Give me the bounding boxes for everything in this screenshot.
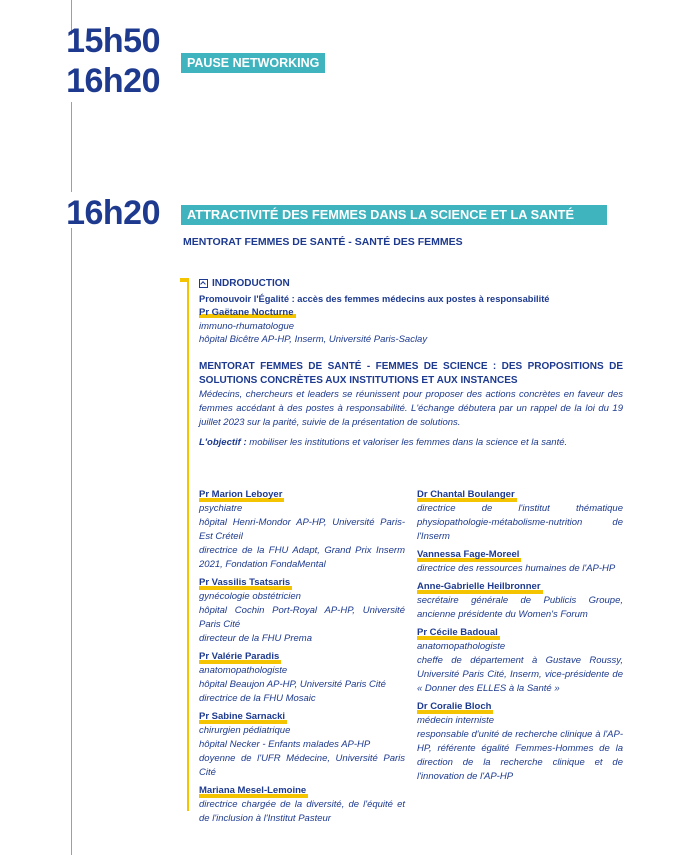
- speaker-entry: [199, 572, 405, 646]
- speaker-detail: directrice de l'institut thématique physiopathologie-métabolisme-nutrition de l'Inserm: [417, 503, 623, 542]
- speaker-detail: directrice de la FHU Mosaic: [199, 693, 316, 704]
- intro-speaker-role: immuno-rhumatologue: [199, 321, 295, 332]
- speaker-detail: hôpital Henri-Mondor AP-HP, Université Paris-Est Créteil: [199, 517, 405, 542]
- speaker-detail: hôpital Necker - Enfants malades AP-HP: [199, 739, 371, 750]
- speaker-detail: gynécologie obstétricien: [199, 591, 301, 602]
- session-1-title: PAUSE NETWORKING: [181, 53, 325, 73]
- speaker-name: Dr Chantal Boulanger: [417, 489, 515, 500]
- speaker-detail: cheffe de département à Gustave Roussy, Université Paris Cité, Inserm, vice-présidente de « Donner des ELLES à la Santé »: [417, 655, 623, 694]
- session-1-end-time: 16h20: [66, 62, 160, 100]
- speaker-name: Pr Sabine Sarnacki: [199, 711, 286, 722]
- speaker-entry: [417, 544, 623, 576]
- block-description: Médecins, chercheurs et leaders se réunissent pour proposer des actions concrètes en faveur des femmes accédant à des postes à responsabilité. L'échange débutera par un rappel de la loi du 19 juillet 2023 sur la parité, suivie de la présentation de solutions.: [199, 389, 623, 428]
- speaker-entry: [417, 622, 623, 696]
- speaker-entry: [417, 484, 623, 544]
- speaker-detail: médecin interniste: [417, 715, 495, 726]
- speaker-name: Pr Valérie Paradis: [199, 651, 280, 662]
- speaker-entry: [199, 706, 405, 780]
- chevron-up-icon: [199, 279, 208, 288]
- speaker-entry: [417, 576, 623, 622]
- speaker-name: Pr Cécile Badoual: [417, 627, 498, 638]
- speaker-name: Anne-Gabrielle Heilbronner: [417, 581, 541, 592]
- speaker-detail: anatomopathologiste: [417, 641, 506, 652]
- speaker-detail: directeur de la FHU Prema: [199, 633, 312, 644]
- session-2-start-time: 16h20: [66, 194, 160, 232]
- intro-speaker: [199, 306, 296, 320]
- block-objective: [199, 436, 623, 450]
- speaker-detail: secrétaire générale de Publicis Groupe, ancienne présidente du Women's Forum: [417, 595, 623, 620]
- speaker-detail: chirurgien pédiatrique: [199, 725, 291, 736]
- speaker-name: Pr Marion Leboyer: [199, 489, 283, 500]
- session-2-subtitle: MENTORAT FEMMES DE SANTÉ - SANTÉ DES FEMMES: [183, 236, 463, 248]
- speaker-entry: [417, 696, 623, 784]
- speakers-left-column: [199, 484, 405, 826]
- timeline-line: [71, 228, 72, 855]
- session-2-title: ATTRACTIVITÉ DES FEMMES DANS LA SCIENCE ET LA SANTÉ: [181, 205, 607, 225]
- objective-label: L'objectif :: [199, 437, 247, 448]
- speaker-name: Dr Coralie Bloch: [417, 701, 492, 712]
- intro-heading-label: INDRODUCTION: [212, 278, 290, 289]
- speaker-name: Mariana Mesel-Lemoine: [199, 785, 307, 796]
- program-accent-line: [187, 279, 189, 811]
- speaker-name: Vannessa Fage-Moreel: [417, 549, 520, 560]
- intro-subheading: Promouvoir l'Égalité : accès des femmes médecins aux postes à responsabilité: [199, 294, 550, 304]
- speaker-name: Pr Vassilis Tsatsaris: [199, 577, 291, 588]
- intro-speaker-name: Pr Gaëtane Nocturne: [199, 307, 294, 318]
- speaker-entry: [199, 484, 405, 572]
- block-title: MENTORAT FEMMES DE SANTÉ - FEMMES DE SCIENCE : DES PROPOSITIONS DE SOLUTIONS CONCRÈTES AUX INSTITUTIONS ET AUX INSTANCES: [199, 361, 623, 386]
- objective-text: mobiliser les institutions et valoriser les femmes dans la science et la santé.: [246, 437, 568, 448]
- speaker-entry: [199, 646, 405, 706]
- speaker-entry: [199, 780, 405, 826]
- speaker-detail: directrice chargée de la diversité, de l'équité et de l'inclusion à l'Institut Pasteur: [199, 799, 405, 824]
- speaker-detail: directrice des ressources humaines de l'AP-HP: [417, 563, 616, 574]
- speakers-right-column: [417, 484, 623, 784]
- speaker-detail: responsable d'unité de recherche clinique à l'AP-HP, référente égalité Femmes-Hommes de la direction de la recherche clinique et de l'innovation de l'AP-HP: [417, 729, 623, 782]
- speaker-detail: psychiatre: [199, 503, 243, 514]
- speaker-detail: hôpital Beaujon AP-HP, Université Paris Cité: [199, 679, 386, 690]
- intro-heading: [199, 278, 290, 289]
- session-1-start-time: 15h50: [66, 22, 160, 60]
- speaker-detail: anatomopathologiste: [199, 665, 288, 676]
- speaker-detail: hôpital Cochin Port-Royal AP-HP, Université Paris Cité: [199, 605, 405, 630]
- program-accent-tick: [180, 278, 189, 282]
- speaker-detail: doyenne de l'UFR Médecine, Université Paris Cité: [199, 753, 405, 778]
- intro-speaker-affiliation: hôpital Bicêtre AP-HP, Inserm, Université Paris-Saclay: [199, 334, 428, 345]
- speaker-detail: directrice de la FHU Adapt, Grand Prix Inserm 2021, Fondation FondaMental: [199, 545, 405, 570]
- timeline-line: [71, 102, 72, 192]
